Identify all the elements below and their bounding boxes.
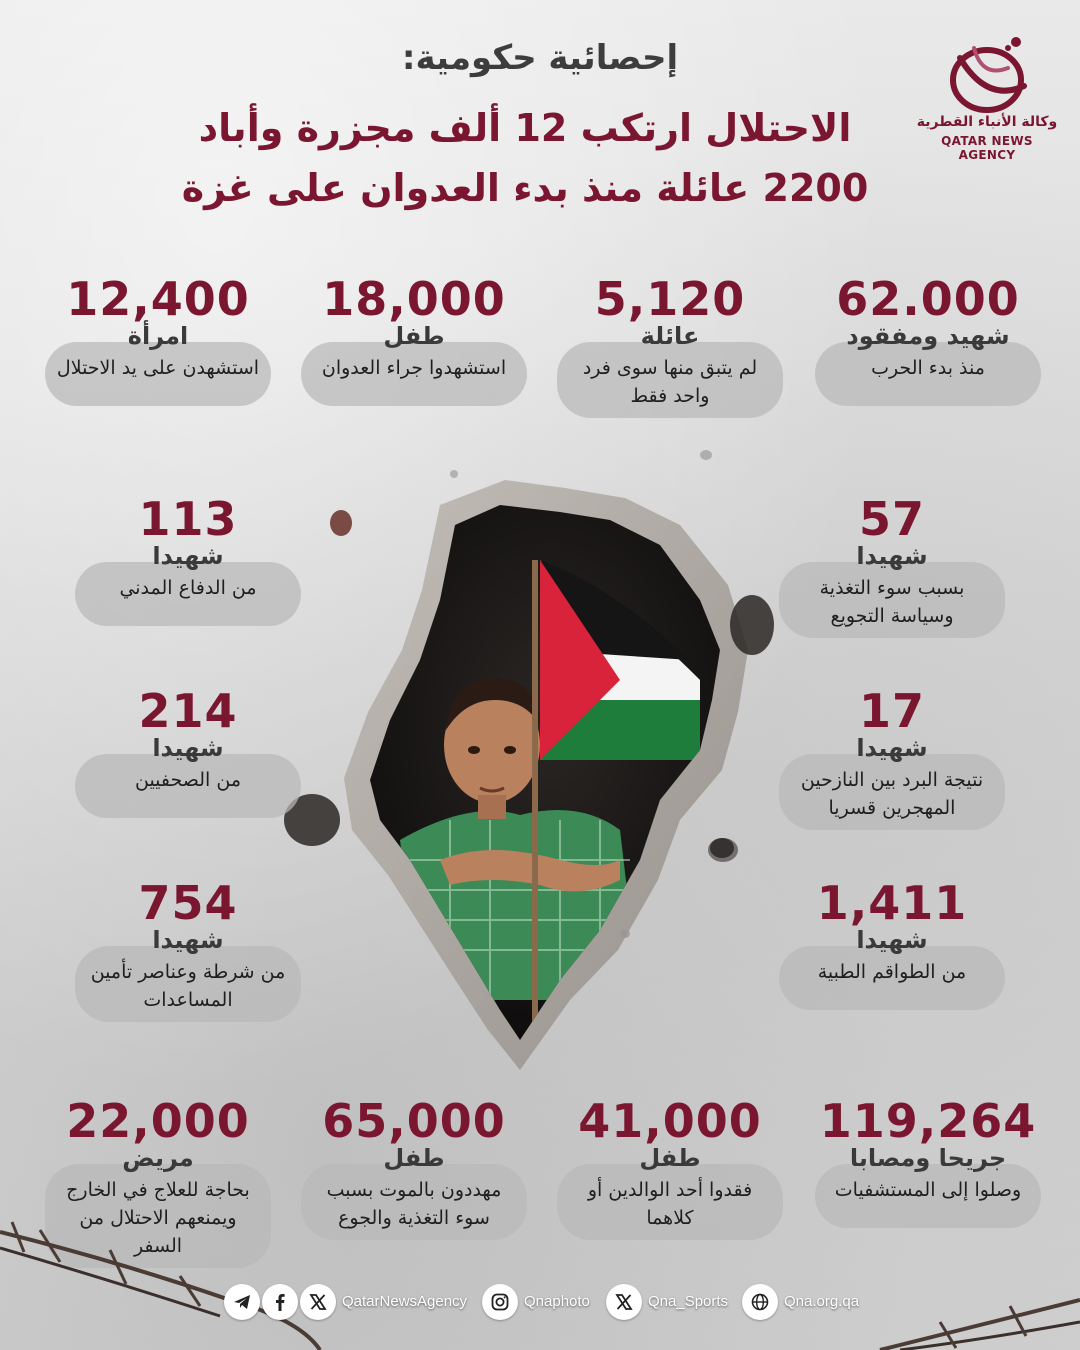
- stat-number: 57: [858, 492, 925, 546]
- stat-medical-staff: [772, 878, 1012, 1010]
- bullet-hole: [710, 838, 734, 858]
- stat-unit: طفل: [383, 1144, 445, 1172]
- stat-unit: شهيدا: [152, 734, 224, 762]
- stat-description: من الطواقم الطبية: [779, 946, 1005, 1010]
- x-icon[interactable]: [606, 1284, 642, 1320]
- stat-cold-deaths: [772, 686, 1012, 830]
- stat-description: من الصحفيين: [75, 754, 301, 818]
- stat-martyrs-missing: [808, 274, 1048, 406]
- stat-unit: امرأة: [127, 322, 189, 350]
- stat-unit: طفل: [639, 1144, 701, 1172]
- stat-unit: عائلة: [640, 322, 700, 350]
- stat-police-aid: [68, 878, 308, 1022]
- stat-unit: شهيدا: [152, 542, 224, 570]
- qna-emblem-icon: [912, 28, 1062, 118]
- stat-unit: طفل: [383, 322, 445, 350]
- instagram-icon[interactable]: [482, 1284, 518, 1320]
- stat-children-killed: [294, 274, 534, 406]
- stat-number: 12,400: [66, 272, 250, 326]
- stat-unit: شهيدا: [856, 542, 928, 570]
- headline-line-2: 2200 عائلة منذ بدء العدوان على غزة: [181, 166, 869, 210]
- globe-icon[interactable]: [742, 1284, 778, 1320]
- stat-unit: شهيدا: [856, 926, 928, 954]
- stat-description: منذ بدء الحرب: [815, 342, 1041, 406]
- social-footer: [0, 1284, 1080, 1324]
- stat-description: استشهدن على يد الاحتلال: [45, 342, 271, 406]
- stat-number: 22,000: [66, 1094, 250, 1148]
- stat-number: 65,000: [322, 1094, 506, 1148]
- stat-number: 5,120: [594, 272, 746, 326]
- x-icon[interactable]: [300, 1284, 336, 1320]
- stat-unit: جريحا ومصابا: [849, 1144, 1007, 1172]
- stat-description: من الدفاع المدني: [75, 562, 301, 626]
- stat-description: من شرطة وعناصر تأمين المساعدات: [75, 946, 301, 1022]
- stat-number: 754: [138, 876, 238, 930]
- website-link[interactable]: Qna.org.qa: [784, 1293, 860, 1310]
- stat-description: فقدوا أحد الوالدين أو كلاهما: [557, 1164, 783, 1240]
- telegram-icon[interactable]: [224, 1284, 260, 1320]
- stat-number: 1,411: [816, 876, 968, 930]
- stat-starving-children: [294, 1096, 534, 1240]
- stat-description: استشهدوا جراء العدوان: [301, 342, 527, 406]
- social-handle-qna-sports[interactable]: Qna_Sports: [648, 1293, 729, 1310]
- stat-patients-abroad: [38, 1096, 278, 1268]
- stat-number: 214: [138, 684, 238, 738]
- stat-orphans: [550, 1096, 790, 1240]
- kicker-title: إحصائية حكومية:: [401, 38, 679, 78]
- stat-unit: شهيدا: [152, 926, 224, 954]
- social-handle-qatarnewsagency[interactable]: QatarNewsAgency: [342, 1293, 468, 1310]
- stat-unit: مريض: [122, 1144, 194, 1172]
- stat-description: بسبب سوء التغذية وسياسة التجويع: [779, 562, 1005, 638]
- bullet-hole: [730, 595, 774, 655]
- stat-unit: شهيدا: [856, 734, 928, 762]
- stat-description: مهددون بالموت بسبب سوء التغذية والجوع: [301, 1164, 527, 1240]
- stat-number: 18,000: [322, 272, 506, 326]
- stat-civil-defense: [68, 494, 308, 626]
- stat-description: نتيجة البرد بين النازحين المهجرين قسريا: [779, 754, 1005, 830]
- stat-description: لم يتبق منها سوى فرد واحد فقط: [557, 342, 783, 418]
- stat-journalists: [68, 686, 308, 818]
- stat-number: 113: [138, 492, 238, 546]
- stat-women-killed: [38, 274, 278, 406]
- stat-unit: شهيد ومفقود: [846, 322, 1010, 350]
- logo-name-english: QATAR NEWS AGENCY: [941, 134, 1033, 162]
- stat-malnutrition: [772, 494, 1012, 638]
- stat-number: 17: [858, 684, 925, 738]
- stat-description: بحاجة للعلاج في الخارج ويمنعهم الاحتلال من السفر: [45, 1164, 271, 1268]
- qna-logo: [912, 28, 1062, 162]
- stat-number: 41,000: [578, 1094, 762, 1148]
- facebook-icon[interactable]: [262, 1284, 298, 1320]
- headline-line-1: الاحتلال ارتكب 12 ألف مجزرة وأباد: [198, 106, 852, 150]
- stat-wounded: [808, 1096, 1048, 1228]
- flag-pole: [532, 560, 538, 1040]
- stat-description: وصلوا إلى المستشفيات: [815, 1164, 1041, 1228]
- logo-name-arabic: وكالة الأنباء القطرية: [916, 114, 1058, 130]
- social-handle-qnaphoto[interactable]: Qnaphoto: [524, 1293, 590, 1310]
- stat-number: 62.000: [836, 272, 1020, 326]
- stat-number: 119,264: [819, 1094, 1037, 1148]
- stat-families: [550, 274, 790, 418]
